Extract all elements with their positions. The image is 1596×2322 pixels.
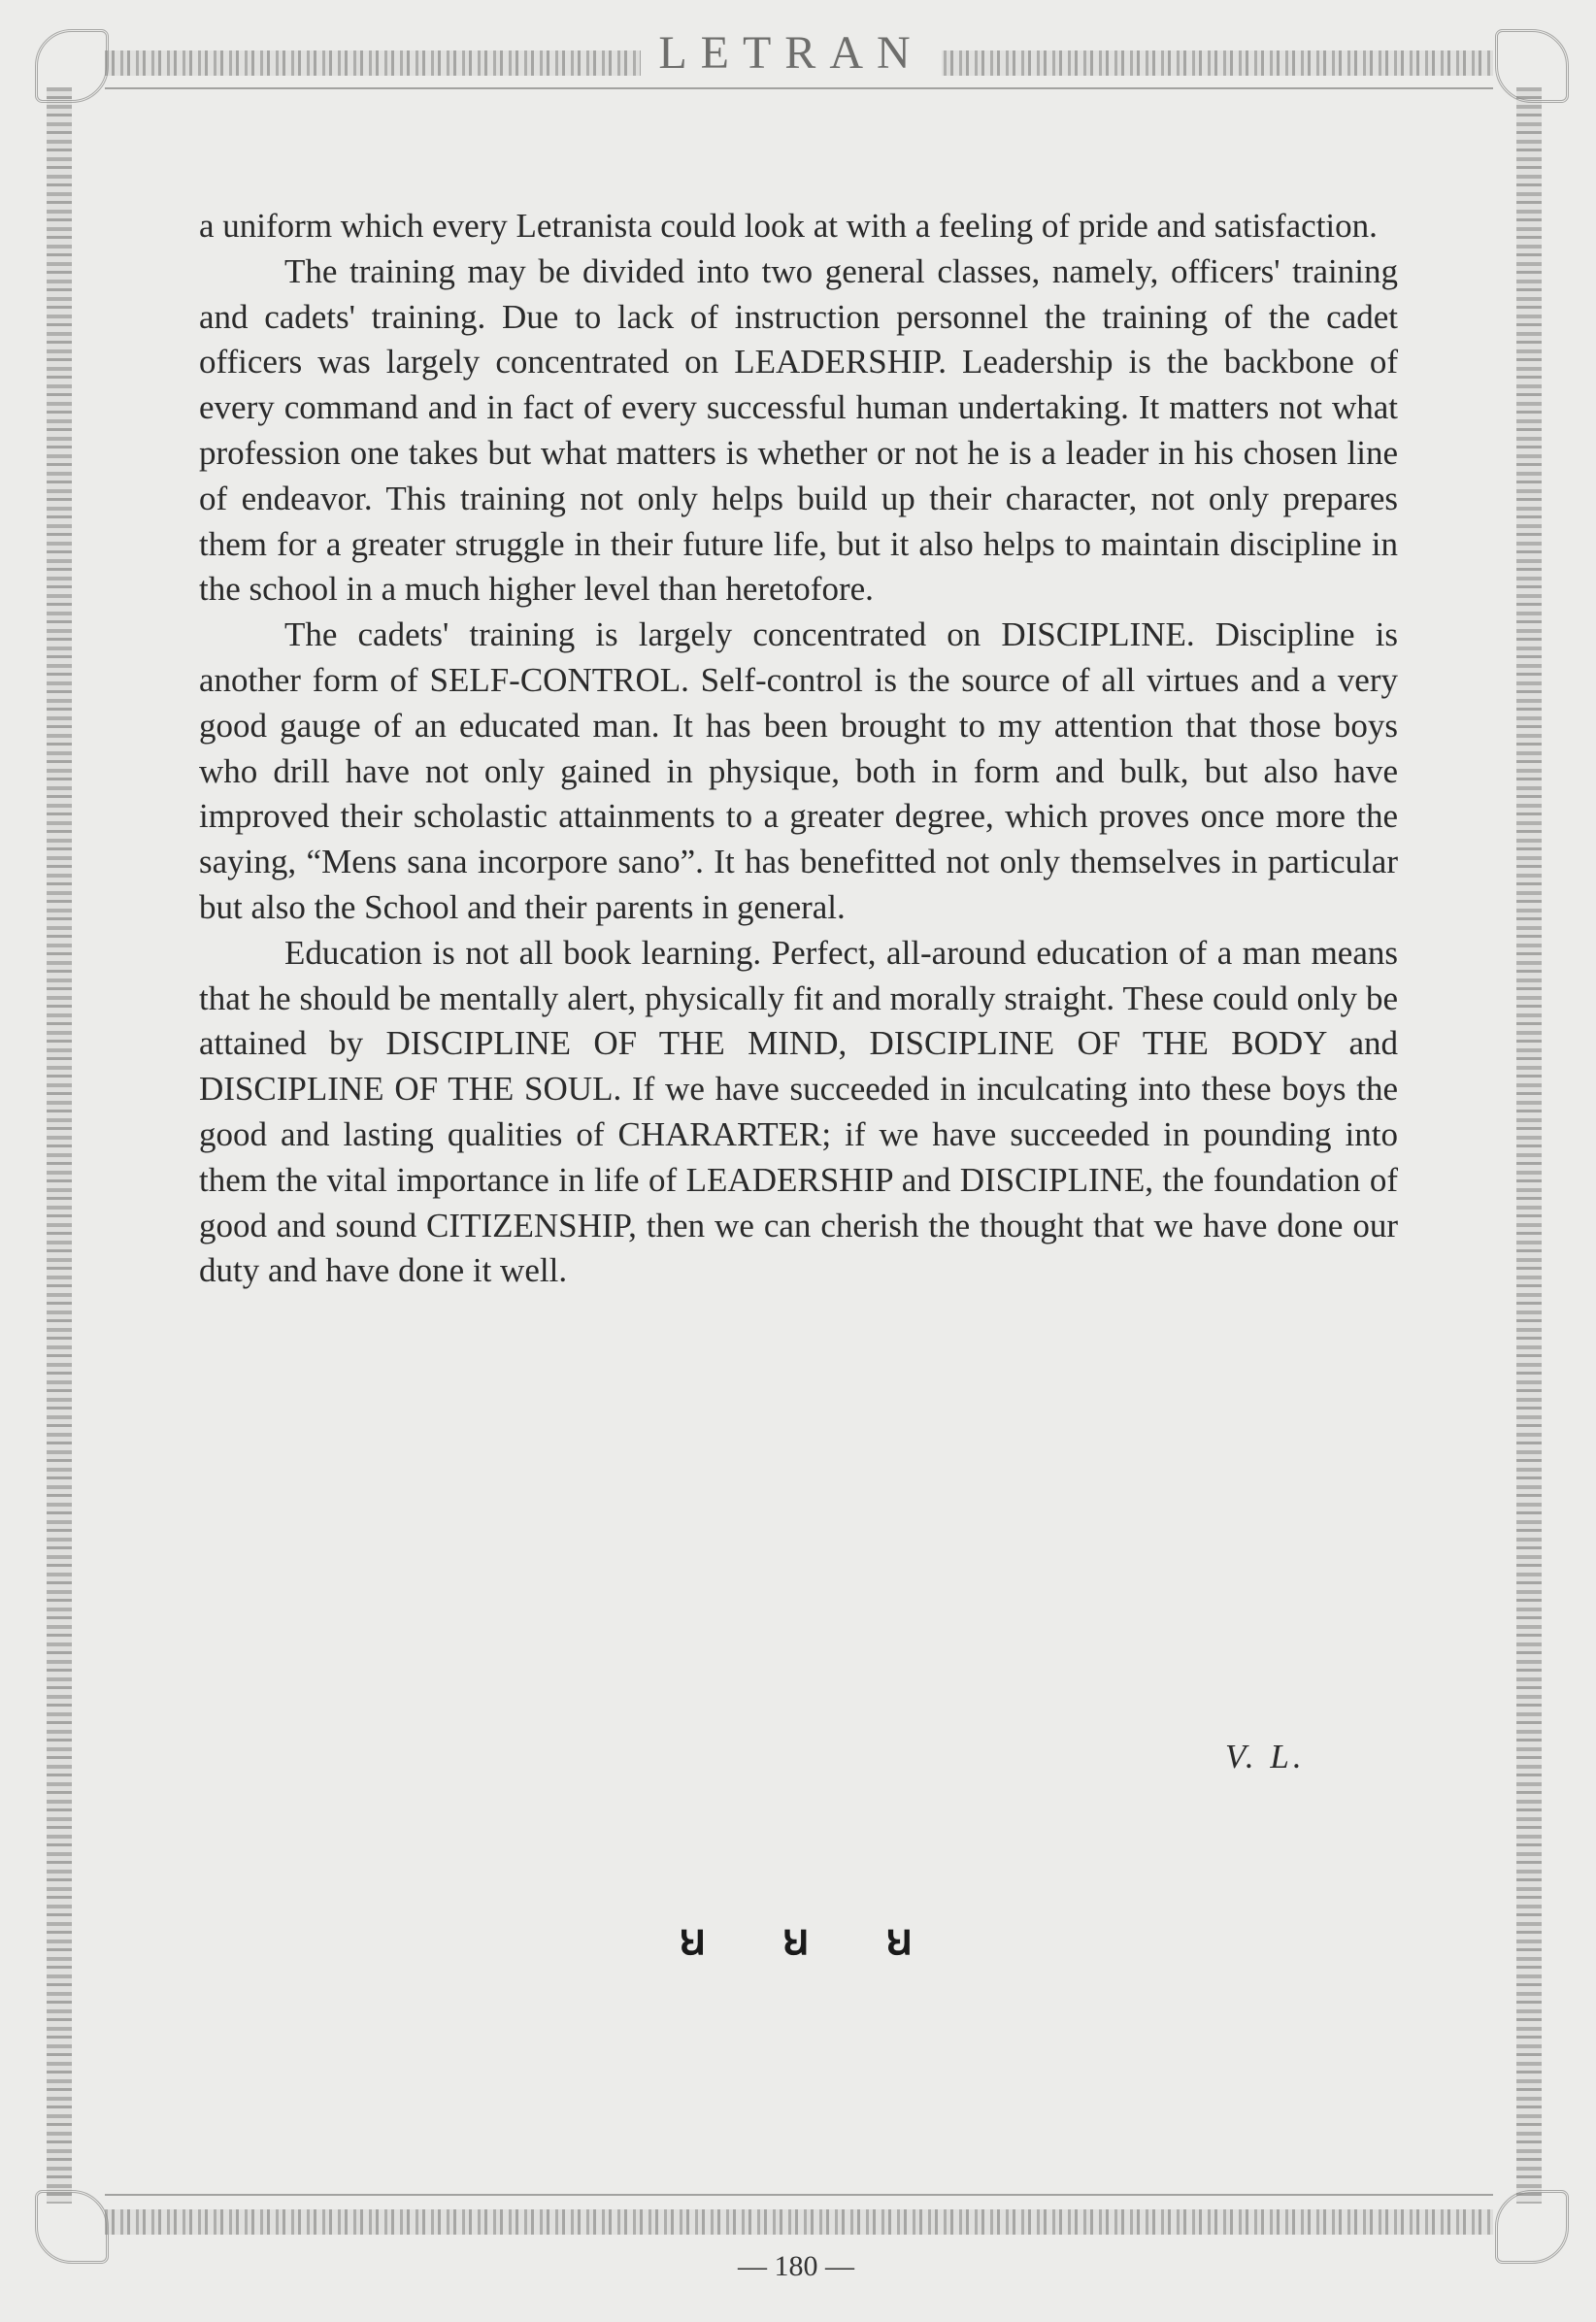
decorative-border-right (1516, 87, 1542, 2204)
corner-ornament-icon (35, 29, 109, 103)
page-number: — 180 — (738, 2250, 854, 2282)
decorative-border-bottom (105, 2209, 1493, 2235)
section-end-ornament (680, 1907, 913, 1968)
fleuron-icon: ꞟ (782, 1914, 810, 1964)
fleuron-icon: ꞟ (885, 1914, 913, 1964)
paragraph: a uniform which every Letranista could look at with a feeling of pride and satisfaction. (199, 207, 1378, 245)
fleuron-icon: ꞟ (680, 1914, 707, 1964)
paragraph: The cadets' training is largely concentrated on DISCIPLINE. Discipline is another form of SELF-CONTROL. Self-control is the source of all virtues and a very good gauge of an educated man. It has been brought to my attention that those boys who drill have not only gained in physique, both in form and bulk, but also have improved their scholastic attainments to a greater degree, which proves once more the saying, “Mens sana incorpore sano”. It has benefitted not only themselves in particular but also the School and their parents in general. (199, 615, 1398, 926)
decorative-border-left (47, 87, 72, 2204)
running-header-title: LETRAN (641, 29, 942, 78)
corner-ornament-icon (35, 2190, 109, 2264)
article-body (199, 204, 1398, 1294)
paragraph: The training may be divided into two general classes, namely, officers' training and cadets' training. Due to lack of instruction personnel the training of the cadet officers was largely concentrated on LEADERSHIP. Leadership is the backbone of every command and in fact of every successful human undertaking. It matters not what profession one takes but what matters is whether or not he is a leader in his chosen line of endeavor. This training not only helps build up their character, not only prepares them for a greater struggle in their future life, but it also helps to maintain discipline in the school in a much higher level than heretofore. (199, 251, 1398, 609)
corner-ornament-icon (1495, 2190, 1569, 2264)
paragraph: Education is not all book learning. Perfect, all-around education of a man means that he should be mentally alert, physically fit and morally straight. These could only be attained by DISCIPLINE OF THE MIND, DISCIPLINE OF THE BODY and DISCIPLINE OF THE SOUL. If we have succeeded in inculcating into these boys the good and lasting qualities of CHARARTER; if we have succeeded in pounding into them the vital importance in life of LEADERSHIP and DISCIPLINE, the foundation of good and sound CITIZENSHIP, then we can cherish the thought that we have done our duty and have done it well. (199, 933, 1398, 1290)
corner-ornament-icon (1495, 29, 1569, 103)
author-signature: V. L. (1225, 1738, 1306, 1775)
